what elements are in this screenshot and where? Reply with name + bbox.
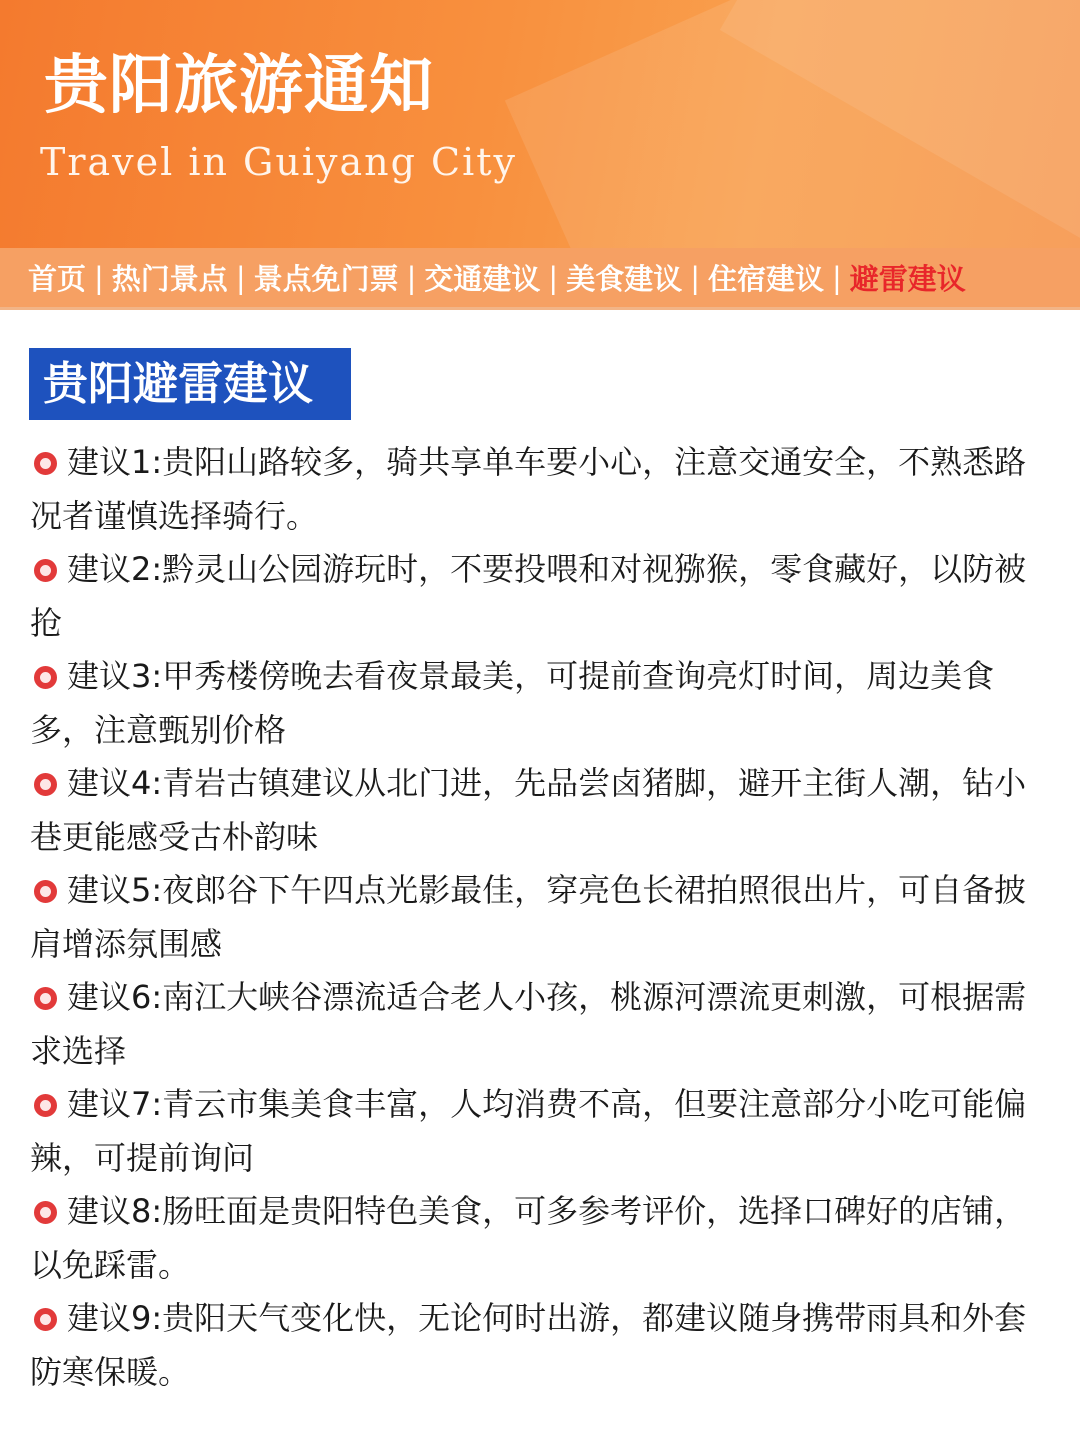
tip-item: [30, 543, 1055, 650]
red-ring-icon: [34, 1308, 57, 1331]
page-subtitle: Travel in Guiyang City: [40, 140, 518, 184]
tip-text: 建议8:肠旺面是贵阳特色美食，可多参考评价，选择口碑好的店铺，以免踩雷。: [30, 1192, 1027, 1284]
red-ring-icon: [34, 1201, 57, 1224]
tip-text: 建议7:青云市集美食丰富，人均消费不高，但要注意部分小吃可能偏辣，可提前询问: [30, 1085, 1027, 1177]
red-ring-icon: [34, 1094, 57, 1117]
red-ring-icon: [34, 559, 57, 582]
tip-item: [30, 650, 1055, 757]
header-banner: [0, 0, 1080, 248]
nav-separator: |: [832, 260, 842, 295]
nav-item-lodging[interactable]: 住宿建议: [707, 262, 824, 296]
page-title: 贵阳旅游通知: [44, 49, 434, 123]
nav-separator: |: [690, 260, 700, 295]
tip-item: [30, 436, 1055, 543]
tip-item: [30, 757, 1055, 864]
tip-item: [30, 1185, 1055, 1292]
nav-item-home[interactable]: 首页: [28, 262, 87, 296]
tip-item: [30, 971, 1055, 1078]
red-ring-icon: [34, 987, 57, 1010]
red-ring-icon: [34, 773, 57, 796]
nav-item-popular-spots[interactable]: 热门景点: [111, 262, 228, 296]
nav-item-free-tickets[interactable]: 景点免门票: [253, 262, 399, 296]
red-ring-icon: [34, 880, 57, 903]
tip-text: 建议2:黔灵山公园游玩时，不要投喂和对视猕猴，零食藏好，以防被抢: [30, 550, 1027, 642]
nav-separator: |: [406, 260, 417, 295]
nav-separator: |: [548, 260, 559, 295]
top-nav: [0, 248, 1080, 310]
red-ring-icon: [34, 666, 57, 689]
red-ring-icon: [34, 452, 57, 475]
nav-separator: |: [235, 260, 246, 295]
tip-text: 建议4:青岩古镇建议从北门进，先品尝卤猪脚，避开主街人潮，钻小巷更能感受古朴韵味: [30, 764, 1027, 856]
nav-item-pitfalls[interactable]: 避雷建议: [849, 262, 966, 296]
section-heading: 贵阳避雷建议: [29, 348, 351, 420]
nav-item-transport[interactable]: 交通建议: [424, 262, 541, 296]
nav-separator: |: [94, 260, 104, 295]
tip-text: 建议6:南江大峡谷漂流适合老人小孩，桃源河漂流更刺激，可根据需求选择: [30, 978, 1027, 1070]
nav-item-food[interactable]: 美食建议: [566, 262, 683, 296]
tip-text: 建议9:贵阳天气变化快，无论何时出游，都建议随身携带雨具和外套防寒保暖。: [30, 1299, 1027, 1391]
tip-text: 建议5:夜郎谷下午四点光影最佳，穿亮色长裙拍照很出片，可自备披肩增添氛围感: [30, 871, 1027, 963]
tip-item: [30, 1078, 1055, 1185]
tip-item: [30, 1292, 1055, 1399]
tip-text: 建议3:甲秀楼傍晚去看夜景最美，可提前查询亮灯时间，周边美食多，注意甄别价格: [30, 657, 995, 749]
tip-text: 建议1:贵阳山路较多，骑共享单车要小心，注意交通安全，不熟悉路况者谨慎选择骑行。: [30, 443, 1027, 535]
tip-item: [30, 864, 1055, 971]
tips-list: [30, 436, 1055, 1399]
